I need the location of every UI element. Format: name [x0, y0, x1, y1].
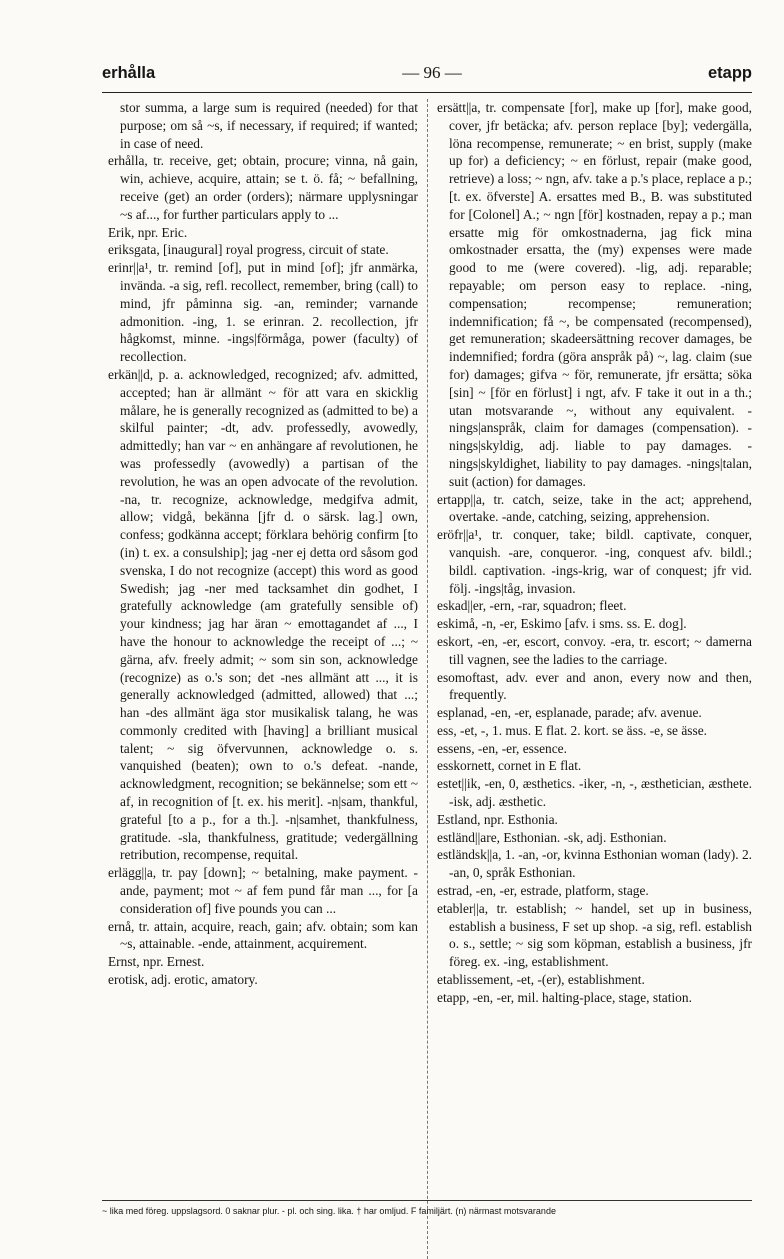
dictionary-entry: etabler||a, tr. establish; ~ handel, set up in business, establish a business, F set up shop. -a sig, refl. establish o. s., settle; ~ sig som köpman, establish a business, jfr föreg. ex. -ing, establishment. [437, 900, 752, 970]
dictionary-entry: ertapp||a, tr. catch, seize, take in the act; apprehend, overtake. -ande, catching, seizing, apprehension. [437, 491, 752, 525]
dictionary-entry: Estland, npr. Esthonia. [437, 811, 558, 827]
dictionary-entry: estländsk||a, 1. -an, -or, kvinna Esthonian woman (lady). 2. -an, 0, språk Esthonian. [437, 847, 752, 881]
page-number: — 96 — [402, 63, 462, 82]
left-column [108, 99, 418, 989]
dictionary-entry: estrad, -en, -er, estrade, platform, stage. [437, 883, 649, 899]
header-rule [102, 92, 752, 93]
dictionary-entry: stor summa, a large sum is required (needed) for that purpose; om så ~s, if necessary, if required; if wanted; in case of need. [120, 100, 418, 151]
dictionary-entry: erotisk, adj. erotic, amatory. [108, 972, 258, 988]
dictionary-entry: etapp, -en, -er, mil. halting-place, stage, station. [437, 989, 692, 1005]
dictionary-entry: eriksgata, [inaugural] royal progress, circuit of state. [108, 242, 389, 258]
dictionary-entry: Erik, npr. Eric. [108, 224, 188, 240]
dictionary-entry: eskad||er, -ern, -rar, squadron; fleet. [437, 598, 627, 614]
dictionary-entry: ess, -et, -, 1. mus. E flat. 2. kort. se äss. -e, se ässe. [437, 722, 707, 738]
footer-rule [102, 1200, 752, 1201]
dictionary-entry: esplanad, -en, -er, esplanade, parade; afv. avenue. [437, 705, 702, 721]
dictionary-entry: erinr||a¹, tr. remind [of], put in mind [of]; jfr anmärka, invända. -a sig, refl. recollect, remember, bring (call) to mind, jfr påminna sig. -an, reminder; varnande admonition. -ing, 1. se erinran. 2. recollection, jfr hågkomst, minne. -ings|förmåga, power (faculty) of recollection. [108, 260, 418, 365]
dictionary-entry: esskornett, cornet in E flat. [437, 758, 582, 774]
page-header [102, 60, 752, 90]
dictionary-entry: erkän||d, p. a. acknowledged, recognized; afv. admitted, accepted; han är allmänt ~ för att vara en skicklig målare, he is generally recognized as (admitted to be) a skilful painter; -dt, adv. professedly, avowedly, admittedly; han var ~ en anhängare af revolutionen, he was professedly (avowedly) a partisan of the revolution, he was an open advocate of the revolution. -na, tr. recognize, acknowledge, medgifva admit, allow; vidgå, bekänna [jfr d. o särsk. lag.] own, confess; godkänna accept; förklara behörig confirm [to (in) t. ex. a consulship]; jag -ner ej detta ord såsom god svenska, I do not recognize (accept) this word as good Swedish; jag -ner med tacksamhet din godhet, I gratefully acknowledge (am gratefully sensible of) your kindness; jag har äran ~ emottagandet af ..., I have the honour to acknowledge the receipt of ...; ~ gärna, afv. freely admit; ~ som sin son, acknowledge (recognize) as o.'s son; det -nes allmänt att ..., it is generally acknowledged (admitted, allowed) that ...; han -des allmänt äga stor musikalisk talang, he was commonly credited with [having] a brilliant musical talent; ~ sig öfvervunnen, acknowledge o. s. vanquished (beaten); own to o.'s defeat. -nande, acknowledgment, recognition; se bekännelse; som ett ~ af, in recognition of [t. ex. his merit]. -n|sam, thankful, grateful [to a p., for a th.]. -n|samhet, thankfulness, gratitude. -sla, thankfulness, gratitude; vedergällning retribution, recompense, requital. [108, 366, 418, 863]
dictionary-entry: estländ||are, Esthonian. -sk, adj. Esthonian. [437, 829, 667, 845]
dictionary-entry: esomoftast, adv. ever and anon, every now and then, frequently. [437, 669, 752, 703]
dictionary-entry: eskimå, -n, -er, Eskimo [afv. i sms. ss. E. dog]. [437, 616, 687, 632]
dictionary-entry: estet||ik, -en, 0, æsthetics. -iker, -n, -, æsthetician, æsthete. -isk, adj. æsthetic. [437, 776, 752, 810]
headword-right: etapp [707, 64, 752, 82]
dictionary-entry: etablissement, -et, -(er), establishment. [437, 972, 645, 988]
dictionary-entry: essens, -en, -er, essence. [437, 740, 567, 756]
right-column [437, 99, 752, 1007]
dictionary-entry: erhålla, tr. receive, get; obtain, procure; vinna, nå gain, win, achieve, acquire, attain; se t. ö. få; ~ befallning, receive (get) an order (orders); närmare upplysningar ~s af..., for further particulars apply to ... [108, 153, 418, 222]
dictionary-entry: erlägg||a, tr. pay [down]; ~ betalning, make payment. -ande, payment; mot ~ af fem pund får man ..., for [a consideration of] five pounds you can ... [108, 865, 418, 916]
dictionary-entry: Ernst, npr. Ernest. [108, 954, 205, 970]
dictionary-entry: ersätt||a, tr. compensate [for], make up [for], make good, cover, jfr betäcka; afv. person replace [by]; vedergälla, löna recompense, remunerate; ~ en brist, supply (make up for) a deficiency; ~ en förlust, repair (make good, retrieve) a loss; ~ ngn, afv. take a p.'s place, replace a p.; [t. ex. öfverste] A. ersattes med B., B. was substituted for [Colonel] A.; ~ ngn [för] kostnaden, repay a p.; man ersatte mig för omkostnaderna, jag fick mina omkostnader ersatta, the (my) expenses were made good to me (were covered). -lig, adj. reparable; repayable; om person easy to replace. -ning, compensation; recompense; remuneration; indemnification; få ~, be compensated (recompensed), get remuneration; skadeersättning recover damages, be indemnified; fordra (göra anspråk på) ~, lag. claim (sue for) damages; gifva ~ för, remunerate, jfr ersätta; söka [sin] ~ [för en förlust] i ngt, afv. F take it out in a th.; utan motsvarande ~, without any equivalent. -nings|anspråk, claim for damages (compensation). -nings|skyldig, adj. liable to pay damages. -nings|skyldighet, liability to pay damages. -nings|talan, suit (action) for damages. [437, 100, 752, 489]
dictionary-entry: ernå, tr. attain, acquire, reach, gain; afv. obtain; som kan ~s, attainable. -ende, attainment, acquirement. [108, 918, 418, 952]
dictionary-entry: eröfr||a¹, tr. conquer, take; bildl. captivate, conquer, vanquish. -are, conqueror. -ing, conquest afv. bildl.; bildl. captivation. -ings-krig, war of conquest; jfr vid. följ. -ings|tåg, invasion. [437, 527, 752, 596]
dictionary-entry: eskort, -en, -er, escort, convoy. -era, tr. escort; ~ damerna till vagnen, see the ladies to the carriage. [437, 633, 752, 667]
column-divider [427, 99, 428, 1259]
headword-left: erhålla [102, 64, 156, 82]
abbreviation-legend: ~ lika med föreg. uppslagsord. 0 saknar plur. - pl. och sing. lika. † har omljud. F familjärt. (n) närmast motsvarande [102, 1206, 556, 1216]
